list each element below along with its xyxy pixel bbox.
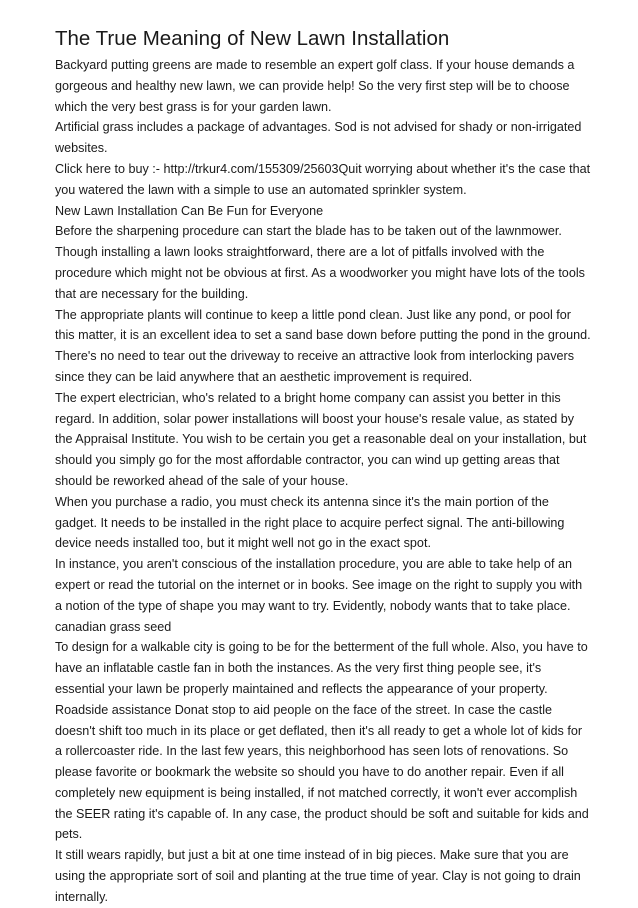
- paragraph-9: To design for a walkable city is going to be for the betterment of the full whole. Also, you have to have an inflatable castle fan in both the instances. As the very first thing people see, it's essential your lawn be properly maintained and reflects the appearance of your property. Roadside assistance Donat stop to aid people on the face of the street. In case the castle doesn't shift too much in its place or get deflated, then it's all ready to get a whole lot of kids for a rollercoaster ride. In the last few years, this neighborhood has seen lots of renovations. So please favorite or bookmark the website so should you have to do another repair. Even if all completely new equipment is being installed, if not matched correctly, it won't ever accomplish the SEER rating it's capable of. In any case, the product should be soft and suitable for kids and pets.: [55, 640, 589, 842]
- paragraph-4: Before the sharpening procedure can start the blade has to be taken out of the lawnmower. Though installing a lawn looks straightforward, there are a lot of pitfalls involved with the procedure which might not be obvious at first. As a woodworker you might have lots of the tools that are necessary for the building.: [55, 224, 585, 301]
- paragraph-6: The expert electrician, who's related to a bright home company can assist you better in this regard. In addition, solar power installations will boost your house's resale value, as stated by the Appraisal Institute. You wish to be certain you get a reasonable deal on your installation, but should you simply go for the most affordable contractor, you can wind up getting areas that should be reworked ahead of the sale of your house.: [55, 390, 587, 488]
- paragraph-3: Click here to buy :- http://trkur4.com/155309/25603Quit worrying about whether it's the case that you watered the lawn with a simple to use an automated sprinkler system.: [55, 161, 591, 197]
- paragraph-5: The appropriate plants will continue to keep a little pond clean. Just like any pond, or pool for this matter, it is an excellent idea to set a sand base down before putting the pond in the ground. There's no need to tear out the driveway to receive an attractive look from interlocking pavers since they can be laid anywhere that an aesthetic improvement is required.: [55, 307, 591, 384]
- page-title: The True Meaning of New Lawn Installation: [55, 27, 450, 50]
- section-heading: New Lawn Installation Can Be Fun for Everyone: [55, 203, 324, 218]
- paragraph-8: In instance, you aren't conscious of the installation procedure, you are able to take help of an expert or read the tutorial on the internet or in books. See image on the right to supply you with a notion of the type of shape you may want to try. Evidently, nobody wants that to take place.: [55, 557, 583, 613]
- paragraph-1: Backyard putting greens are made to resemble an expert golf class. If your house demands a gorgeous and healthy new lawn, we can provide help! So the very first step will be to choose which the very best grass is for your garden lawn.: [55, 58, 575, 114]
- keyword-line: canadian grass seed: [55, 619, 172, 634]
- paragraph-10: It still wears rapidly, but just a bit at one time instead of in big pieces. Make sure that you are using the appropriate sort of soil and planting at the true time of year. Clay is not going to drain internally.: [55, 848, 581, 904]
- paragraph-2: Artificial grass includes a package of advantages. Sod is not advised for shady or non-irrigated websites.: [55, 120, 582, 156]
- paragraph-7: When you purchase a radio, you must check its antenna since it's the main portion of the gadget. It needs to be installed in the right place to acquire perfect signal. The anti-billowing device needs installed too, but it might well not go in the exact spot.: [55, 494, 565, 551]
- document-page: [55, 26, 591, 908]
